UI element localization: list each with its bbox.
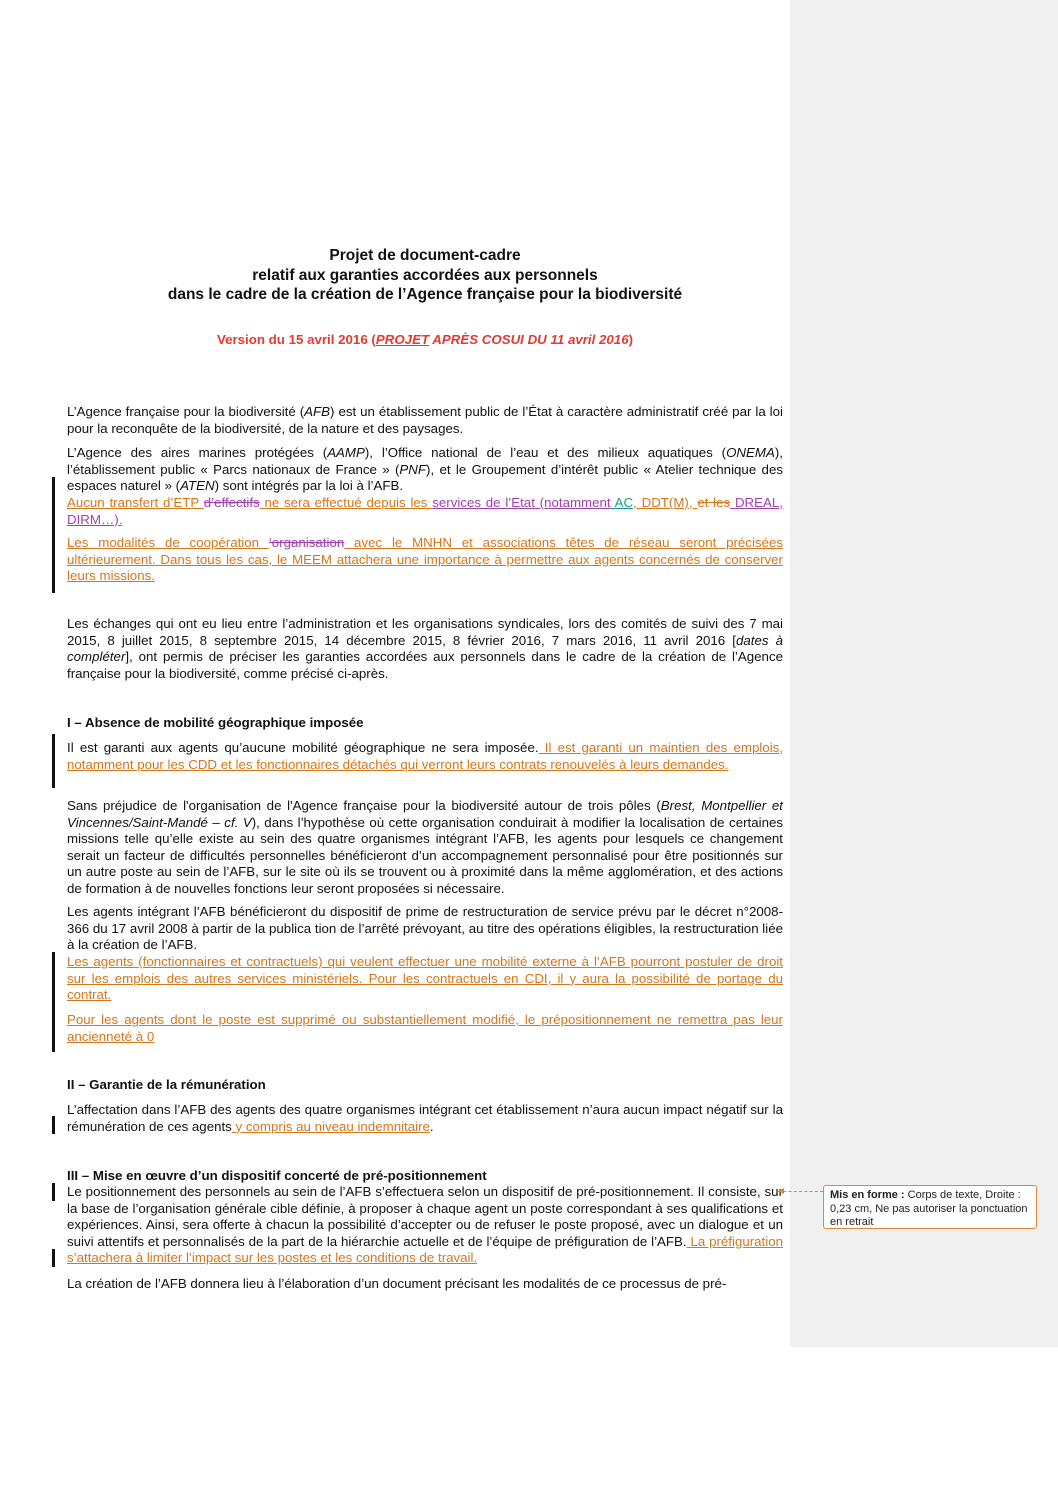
change-bar — [52, 1249, 55, 1267]
version-prefix: Version du 15 avril 2016 ( — [216, 332, 376, 347]
section-3-paragraph-2: La création de l’AFB donnera lieu à l’élaboration d’un document précisant les modalités de ce processus de pré- — [67, 1276, 727, 1291]
section-2-heading: II – Garantie de la rémunération — [67, 1077, 266, 1092]
format-comment-balloon[interactable] — [823, 1185, 1037, 1229]
version-projet: PROJET — [375, 332, 430, 347]
comment-label: Mis en forme : — [830, 1189, 905, 1201]
comment-margin — [790, 0, 1058, 1347]
version-close: ) — [628, 332, 634, 347]
section-1-heading: I – Absence de mobilité géographique imposée — [67, 715, 364, 730]
title-line-2: relatif aux garanties accordées aux personnels — [252, 266, 598, 284]
section-3-paragraph-1: Le positionnement des personnels au sein de l’AFB s’effectuera selon un dispositif de pré-positionnement. Il consiste, sur la base de l’organisation générale cible définie, à proposer à chaque agent un poste correspondant à ses qualifications et expériences. Ainsi, sera offerte à chacun la possibilité d’accepter ou de refuser le poste proposé, avec un dialogue et un suivi attentifs et personnalisés de la part de la hiérarchie actuelle et de l’équipe de préfiguration de l’AFB. La préfiguration s’attachera à limiter l’impact sur les postes et les conditions de travail. — [67, 1184, 783, 1266]
change-bar — [52, 952, 55, 1052]
intro-paragraph-3-tracked: Aucun transfert d’ETP d’effectifs ne sera effectué depuis les services de l’Etat (notamment AC, DDT(M), et les DREAL, DIRM…). — [67, 495, 783, 527]
change-bar — [52, 734, 55, 788]
comment-connector — [778, 1191, 823, 1192]
section-1-paragraph-1: Il est garanti aux agents qu’aucune mobilité géographique ne sera imposée. Il est garanti un maintien des emplois, notamment pour les CDD et les fonctionnaires détachés qui verront leurs contrats renouvelés à leurs demandes. — [67, 740, 783, 772]
change-bar — [52, 1116, 55, 1134]
intro-paragraph-5: Les échanges qui ont eu lieu entre l’administration et les organisations syndicales, lors des comités de suivi des 7 mai 2015, 8 juillet 2015, 8 septembre 2015, 14 décembre 2015, 8 février 2016, 7 mars 2016, 11 avril 2016 [dates à compléter], ont permis de préciser les garanties accordées aux personnels dans le cadre de la création de l’Agence française pour la biodiversité, comme précisé ci-après. — [67, 616, 783, 681]
title-line-1: Projet de document-cadre — [329, 247, 521, 264]
intro-paragraph-1: L’Agence française pour la biodiversité (AFB) est un établissement public de l’État à caractère administratif créé par la loi pour la reconquête de la biodiversité, de la nature et des paysages. — [67, 404, 783, 436]
title-line-3: dans le cadre de la création de l’Agence française pour la biodiversité — [167, 286, 683, 303]
intro-paragraph-4-tracked: Les modalités de coopération ‘organisation avec le MNHN et associations têtes de réseau seront précisées ultérieurement. Dans tous les cas, le MEEM attachera une importance à permettre aux agents concernés de conserver leurs missions. — [67, 535, 783, 584]
document-title — [67, 246, 783, 305]
comment-text: Corps de texte, Droite : 0,23 cm, Ne pas autoriser la ponctuation en retrait — [830, 1189, 1028, 1228]
change-bar — [52, 1183, 55, 1201]
section-1-paragraph-2: Sans préjudice de l'organisation de l'Agence française pour la biodiversité autour de trois pôles (Brest, Montpellier et Vincennes/Saint-Mandé – cf. V), dans l’hypothèse où cette organisation conduirait à modifier la localisation de certaines missions telle qu’elle existe au sein des quatre organismes intégrant l’AFB, les agents pour lesquels ce changement serait un facteur de difficultés personnelles bénéficieront d’un accompagnement personnalisé pour être positionnés sur un autre poste au sein de l’AFB, sur le site où ils se trouvent ou à proximité dans la même agglomération, et des actions de formation à de nouvelles fonctions leur seront proposées si nécessaire. — [67, 798, 784, 896]
comment-arrow-icon — [778, 1188, 784, 1194]
section-2-paragraph-1: L’affectation dans l’AFB des agents des quatre organismes intégrant cet établissement n’aura aucun impact négatif sur la rémunération de ces agents y compris au niveau indemnitaire. — [67, 1102, 783, 1134]
section-1-paragraph-5-tracked: Pour les agents dont le poste est supprimé ou substantiellement modifié, le prépositionnement ne remettra pas leur ancienneté à 0 — [67, 1012, 783, 1044]
section-1-paragraph-4-tracked: Les agents (fonctionnaires et contractuels) qui veulent effectuer une mobilité externe à l’AFB pourront postuler de droit sur les emplois des autres services ministériels. Pour les contractuels en CDI, il y aura la possibilité de portage du contrat. — [67, 954, 783, 1003]
change-bar — [52, 477, 55, 593]
intro-paragraph-2: L’Agence des aires marines protégées (AAMP), l’Office national de l’eau et des milieux aquatiques (ONEMA), l’établissement public « Parcs nationaux de France » (PNF), et le Groupement d’intérêt public « Atelier technique des espaces naturel » (ATEN) sont intégrés par la loi à l’AFB. — [67, 445, 783, 494]
version-line — [67, 332, 783, 349]
section-1-paragraph-3: Les agents intégrant l’AFB bénéficieront du dispositif de prime de restructuration de service prévu par le décret n°2008-366 du 17 avril 2008 à partir de la publica tion de l’arrêté prévoyant, au titre des opérations éligibles, la restructuration liée à la création de l’AFB. — [67, 904, 783, 953]
version-suffix: APRÈS COSUI DU 11 avril 2016 — [429, 332, 629, 347]
section-3-heading: III – Mise en œuvre d’un dispositif concerté de pré-positionnement — [67, 1168, 487, 1183]
